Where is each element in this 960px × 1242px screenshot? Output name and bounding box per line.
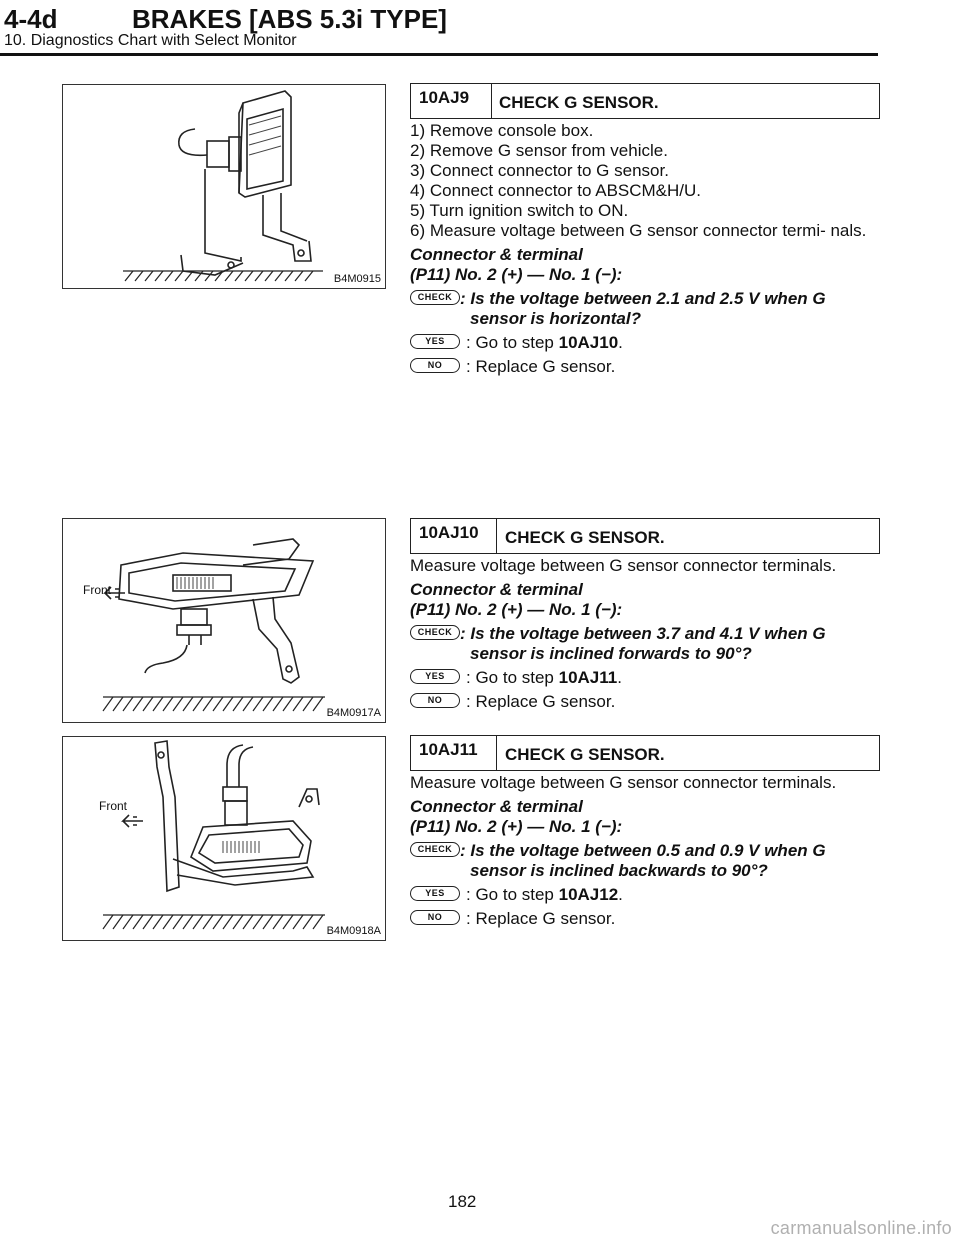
no-badge-icon: NO — [410, 358, 460, 373]
yes-next-step: 10AJ11 — [558, 668, 618, 687]
procedure-item: 3) Connect connector to G sensor. — [410, 161, 669, 180]
no-action: : Replace G sensor. — [466, 357, 616, 376]
yes-badge-icon: YES — [410, 334, 460, 349]
check-badge-icon: CHECK — [410, 625, 460, 640]
step-10aj10 — [410, 518, 880, 712]
step-header-divider — [496, 736, 497, 770]
step-number: 10AJ9 — [419, 88, 470, 107]
yes-row — [410, 333, 880, 353]
check-row — [410, 624, 880, 664]
step-title: CHECK G SENSOR. — [505, 528, 665, 547]
step-title: CHECK G SENSOR. — [499, 93, 659, 112]
step-header-divider — [491, 84, 492, 118]
section-code: 4-4d — [4, 4, 58, 34]
page-header — [0, 0, 960, 60]
connector-heading: Connector & terminal — [410, 580, 583, 599]
connector-terminals: (P11) No. 2 (+) — No. 1 (−): — [410, 265, 623, 284]
goto-prefix: : Go to step — [466, 668, 559, 687]
step-header-box — [410, 83, 880, 119]
yes-row — [410, 668, 880, 688]
step-10aj9 — [410, 83, 880, 377]
check-badge-icon: CHECK — [410, 290, 460, 305]
figure-g-sensor-horizontal — [62, 84, 386, 289]
no-row — [410, 692, 880, 712]
procedure-item: 6) Measure voltage between G sensor connector termi- nals. — [410, 221, 867, 240]
procedure-item: 2) Remove G sensor from vehicle. — [410, 141, 668, 160]
check-row — [410, 289, 880, 329]
front-label: Front — [99, 799, 128, 813]
figure-g-sensor-backward — [62, 736, 386, 941]
check-question: : Is the voltage between 2.1 and 2.5 V when G sensor is horizontal? — [460, 289, 826, 328]
no-row — [410, 909, 880, 929]
step-title: CHECK G SENSOR. — [505, 745, 665, 764]
step-header-divider — [496, 519, 497, 553]
yes-badge-icon: YES — [410, 669, 460, 684]
step-header-box — [410, 518, 880, 554]
step-10aj11 — [410, 735, 880, 929]
no-badge-icon: NO — [410, 693, 460, 708]
check-question: : Is the voltage between 0.5 and 0.9 V when G sensor is inclined backwards to 90°? — [460, 841, 826, 880]
no-action: : Replace G sensor. — [466, 909, 616, 928]
g-sensor-forward-illustration — [63, 519, 385, 722]
connector-heading: Connector & terminal — [410, 245, 583, 264]
step-number: 10AJ11 — [419, 740, 478, 759]
no-action: : Replace G sensor. — [466, 692, 616, 711]
g-sensor-horizontal-illustration — [63, 85, 385, 288]
procedure-text: Measure voltage between G sensor connector terminals. — [410, 556, 837, 575]
step-number: 10AJ10 — [419, 523, 479, 542]
page-number: 182 — [448, 1192, 477, 1211]
section-subtitle: 10. Diagnostics Chart with Select Monitor — [4, 32, 297, 49]
no-row — [410, 357, 880, 377]
figure-caption: B4M0917A — [326, 707, 381, 719]
section-title: BRAKES [ABS 5.3i TYPE] — [132, 4, 447, 34]
procedure-item: 5) Turn ignition switch to ON. — [410, 201, 629, 220]
figure-caption: B4M0918A — [326, 925, 381, 937]
yes-next-step: 10AJ10 — [558, 333, 619, 352]
g-sensor-backward-illustration — [63, 737, 385, 940]
header-rule — [0, 53, 878, 56]
watermark: carmanualsonline.info — [770, 1218, 952, 1238]
yes-suffix: . — [618, 333, 623, 352]
step-header-box — [410, 735, 880, 771]
yes-row — [410, 885, 880, 905]
check-row — [410, 841, 880, 881]
yes-suffix: . — [618, 885, 623, 904]
connector-terminals: (P11) No. 2 (+) — No. 1 (−): — [410, 600, 623, 619]
procedure-list — [410, 121, 880, 241]
figure-g-sensor-forward — [62, 518, 386, 723]
no-badge-icon: NO — [410, 910, 460, 925]
figure-caption: B4M0915 — [333, 273, 381, 285]
yes-next-step: 10AJ12 — [558, 885, 619, 904]
procedure-item: 1) Remove console box. — [410, 121, 594, 140]
goto-prefix: : Go to step — [466, 333, 559, 352]
yes-suffix: . — [617, 668, 622, 687]
goto-prefix: : Go to step — [466, 885, 559, 904]
connector-terminals: (P11) No. 2 (+) — No. 1 (−): — [410, 817, 623, 836]
check-question: : Is the voltage between 3.7 and 4.1 V when G sensor is inclined forwards to 90°? — [460, 624, 826, 663]
check-badge-icon: CHECK — [410, 842, 460, 857]
front-label: Front — [83, 583, 112, 597]
connector-heading: Connector & terminal — [410, 797, 583, 816]
procedure-item: 4) Connect connector to ABSCM&H/U. — [410, 181, 702, 200]
yes-badge-icon: YES — [410, 886, 460, 901]
procedure-text: Measure voltage between G sensor connector terminals. — [410, 773, 837, 792]
